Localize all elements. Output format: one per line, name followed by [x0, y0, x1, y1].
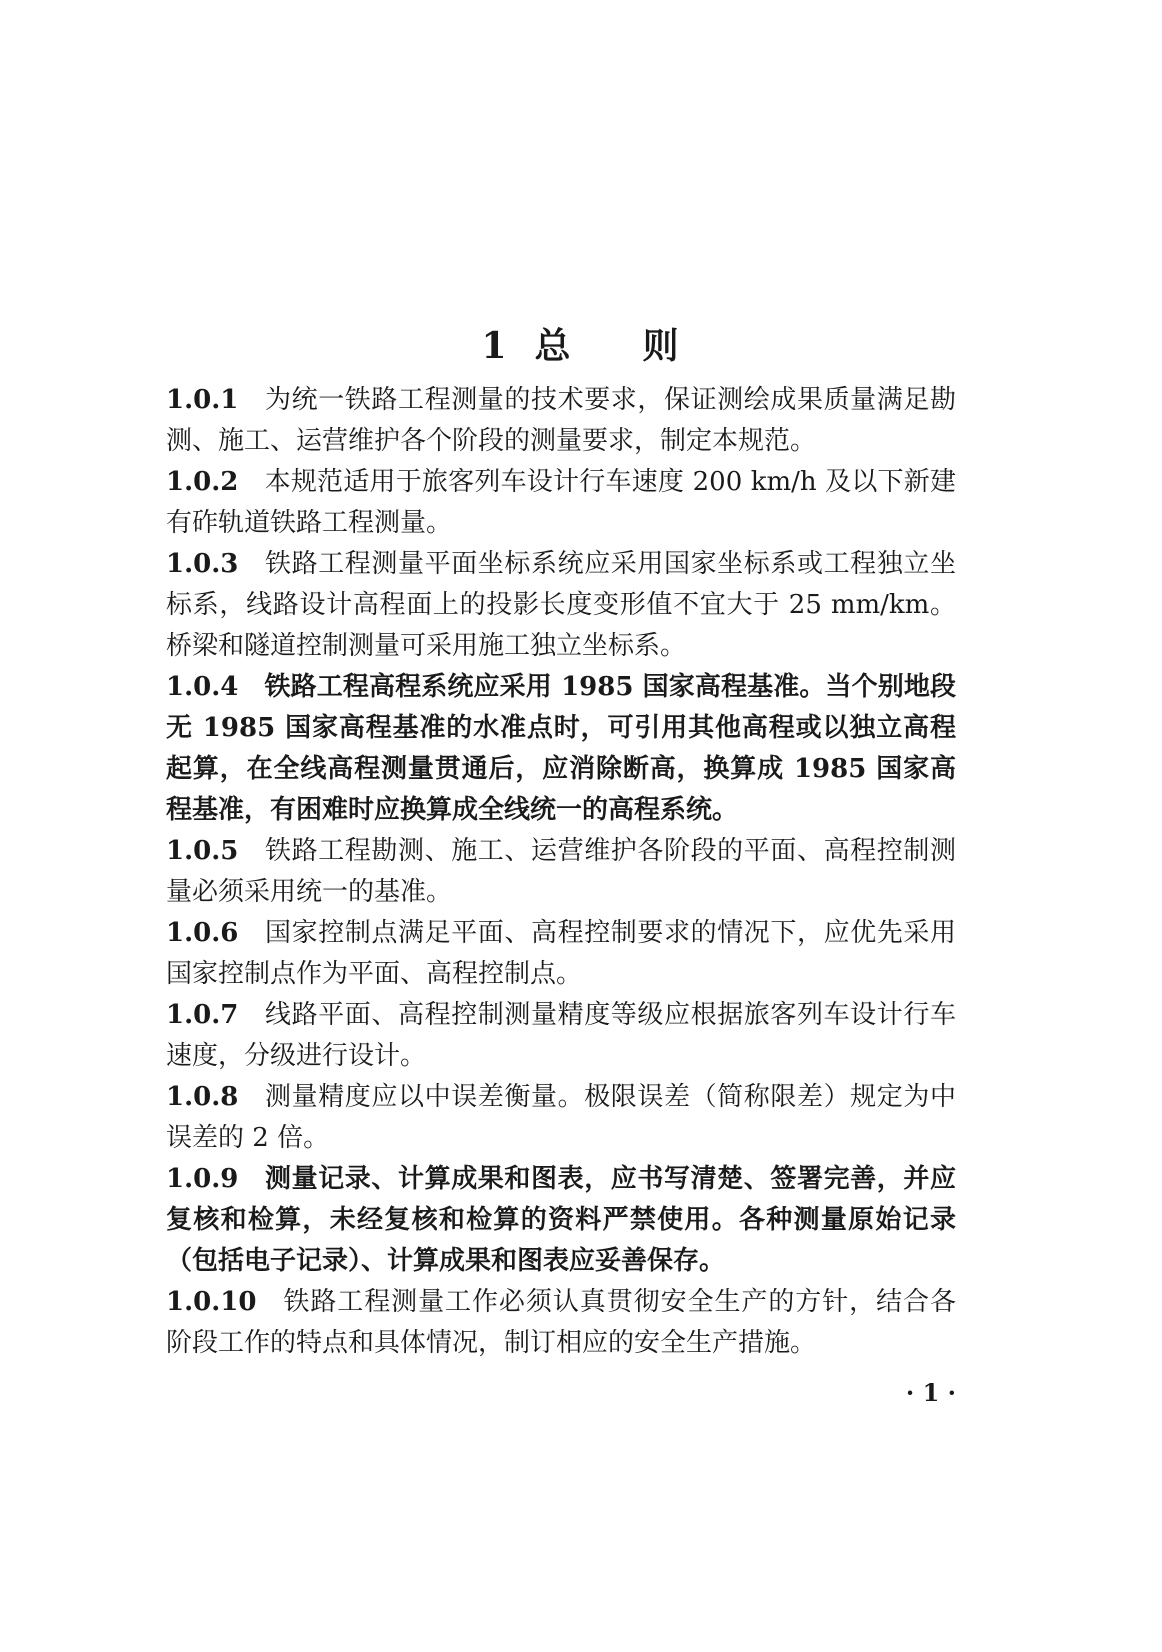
- clause-number: 1.0.1: [166, 385, 239, 415]
- clause: [166, 913, 956, 995]
- chapter-number: 1: [481, 325, 509, 368]
- clause: [166, 1282, 956, 1364]
- clause-mandatory: [166, 667, 956, 831]
- clause-text: 本规范适用于旅客列车设计行车速度 200 km/h 及以下新建有砟轨道铁路工程测量。: [166, 467, 956, 538]
- page-number: · 1 ·: [905, 1378, 956, 1407]
- clause-number: 1.0.8: [166, 1082, 239, 1112]
- clause: [166, 462, 956, 544]
- chapter-title: [0, 324, 1162, 368]
- clause: [166, 544, 956, 667]
- clause-text: 铁路工程测量工作必须认真贯彻安全生产的方针，结合各阶段工作的特点和具体情况，制订相应的安全生产措施。: [166, 1287, 956, 1358]
- clause-text: 铁路工程高程系统应采用 1985 国家高程基准。当个别地段无 1985 国家高程基准的水准点时，可引用其他高程或以独立高程起算，在全线高程测量贯通后，应消除断高，换算成 1985 国家高程基准，有困难时应换算成全线统一的高程系统。: [166, 672, 956, 825]
- clause-number: 1.0.2: [166, 467, 239, 497]
- clause-text: 为统一铁路工程测量的技术要求，保证测绘成果质量满足勘测、施工、运营维护各个阶段的测量要求，制定本规范。: [166, 385, 956, 456]
- clause-mandatory: [166, 1159, 956, 1282]
- clause: [166, 1077, 956, 1159]
- clause: [166, 995, 956, 1077]
- clause-list: [166, 380, 956, 1364]
- clause-text: 铁路工程测量平面坐标系统应采用国家坐标系或工程独立坐标系，线路设计高程面上的投影长度变形值不宜大于 25 mm/km。桥梁和隧道控制测量可采用施工独立坐标系。: [166, 549, 956, 661]
- clause-number: 1.0.10: [166, 1287, 257, 1317]
- clause-number: 1.0.7: [166, 1000, 239, 1030]
- clause-text: 铁路工程勘测、施工、运营维护各阶段的平面、高程控制测量必须采用统一的基准。: [166, 836, 956, 907]
- clause-text: 线路平面、高程控制测量精度等级应根据旅客列车设计行车速度，分级进行设计。: [166, 1000, 956, 1071]
- clause-number: 1.0.3: [166, 549, 239, 579]
- clause-number: 1.0.5: [166, 836, 239, 866]
- clause-number: 1.0.6: [166, 918, 239, 948]
- chapter-title-char-2: 则: [642, 325, 681, 368]
- clause-text: 国家控制点满足平面、高程控制要求的情况下，应优先采用国家控制点作为平面、高程控制点。: [166, 918, 956, 989]
- clause-text: 测量记录、计算成果和图表，应书写清楚、签署完善，并应复核和检算，未经复核和检算的资料严禁使用。各种测量原始记录（包括电子记录）、计算成果和图表应妥善保存。: [166, 1164, 956, 1276]
- clause-number: 1.0.4: [166, 672, 239, 702]
- clause: [166, 831, 956, 913]
- clause: [166, 380, 956, 462]
- clause-number: 1.0.9: [166, 1164, 239, 1194]
- chapter-title-char-1: 总: [534, 325, 573, 368]
- clause-text: 测量精度应以中误差衡量。极限误差（简称限差）规定为中误差的 2 倍。: [166, 1082, 956, 1153]
